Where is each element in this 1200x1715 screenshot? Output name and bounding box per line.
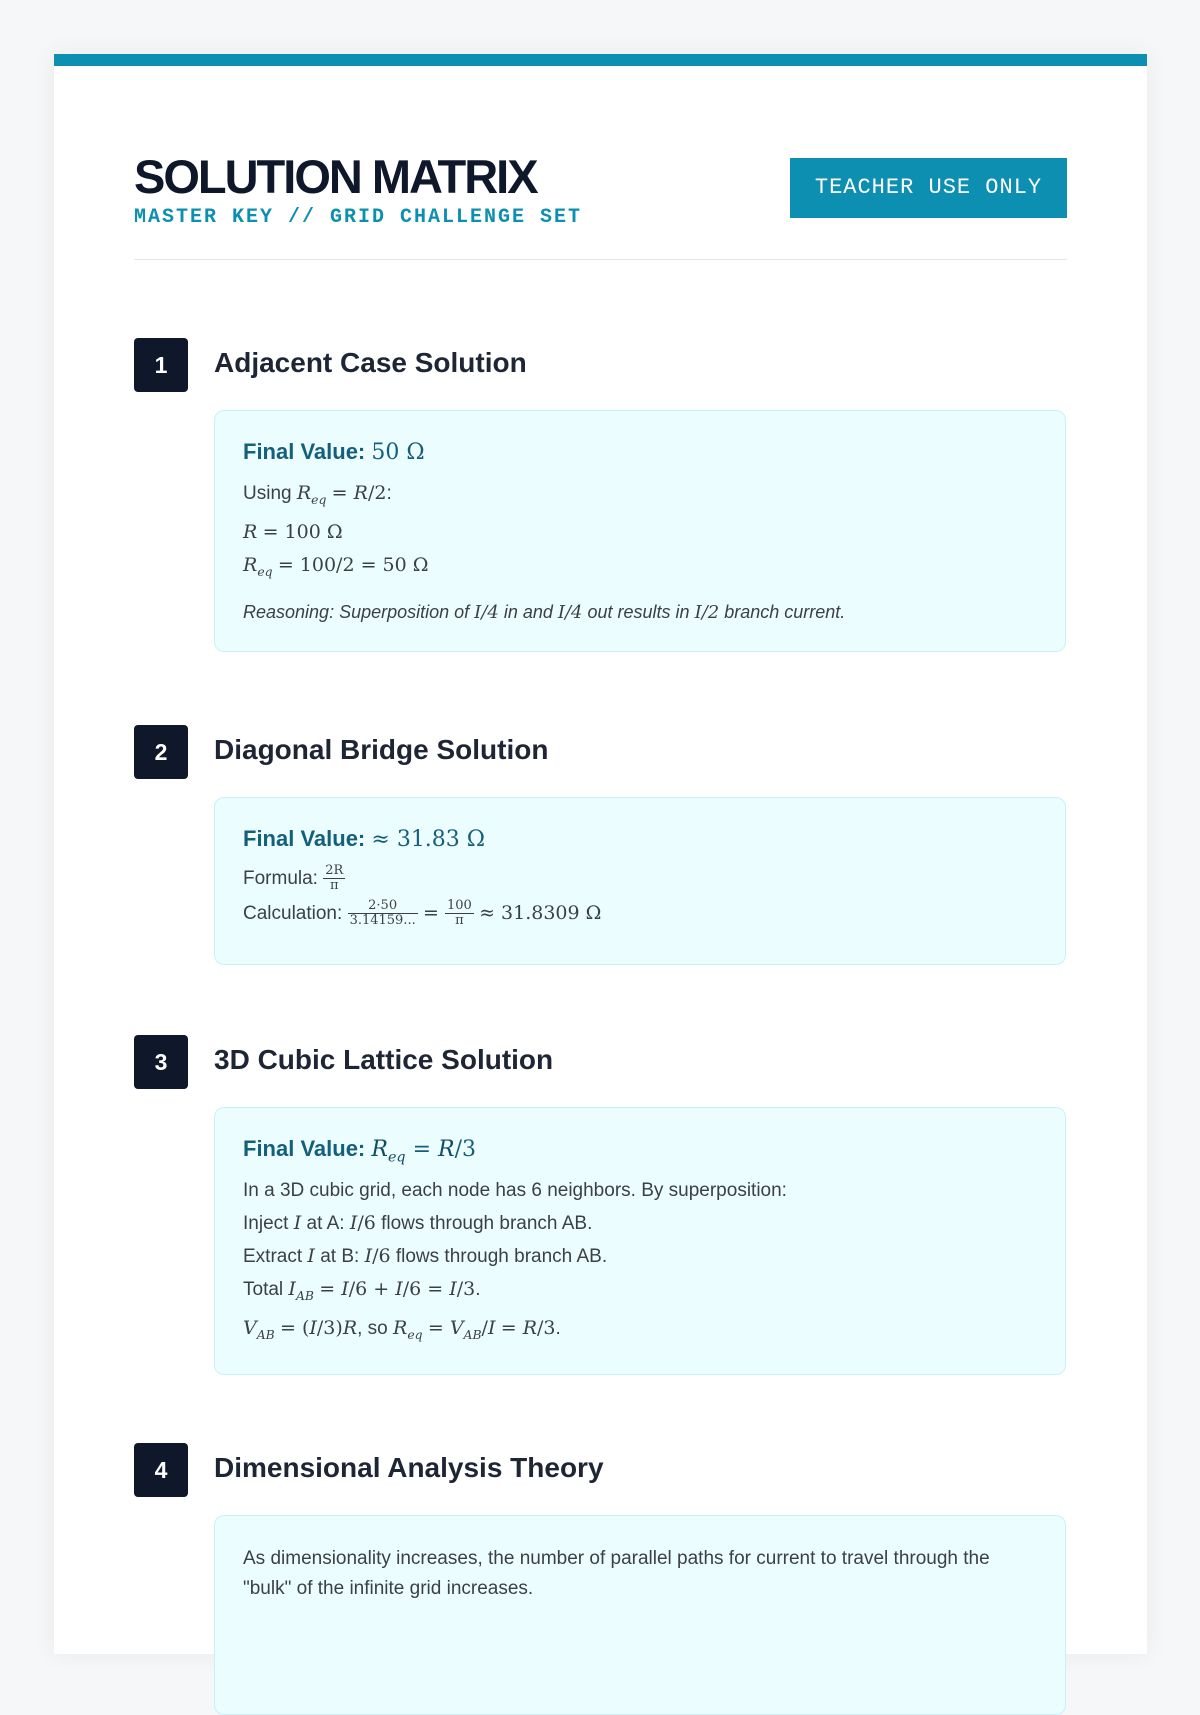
page-subtitle: MASTER KEY // GRID CHALLENGE SET xyxy=(134,206,583,229)
work-line: Using $R_{eq} = R/2$: xyxy=(243,482,392,507)
solution-card xyxy=(214,1107,1066,1375)
formula-line xyxy=(243,862,1037,896)
work-line: In a 3D cubic grid, each node has 6 neighbors. By superposition: xyxy=(243,1180,787,1202)
final-value-row xyxy=(243,439,1037,465)
calc-result: ≈ 31.8309 Ω xyxy=(479,902,602,924)
section-number: 2 xyxy=(134,725,188,779)
working-lines xyxy=(243,1544,1037,1604)
work-line: Extract I at B: I/6 flows through branch AB. xyxy=(243,1245,608,1268)
section-title: Diagonal Bridge Solution xyxy=(214,734,549,765)
work-line: Inject I at A: I/6 flows through branch AB. xyxy=(243,1212,593,1235)
solution-card xyxy=(214,410,1066,652)
section-title: Dimensional Analysis Theory xyxy=(214,1452,604,1483)
working-lines xyxy=(243,477,1037,588)
calc-fraction: $\frac{2\cdot 50}{3.14159...}$ xyxy=(349,898,416,929)
final-value-row xyxy=(243,826,1037,852)
calculation-label: Calculation: xyxy=(243,903,343,924)
answer-key-sheet xyxy=(54,54,1147,1654)
final-value: $R_{eq} = R/3$ xyxy=(371,1137,477,1166)
section-title: 3D Cubic Lattice Solution xyxy=(214,1044,554,1075)
section-title: Adjacent Case Solution xyxy=(214,347,527,378)
section-number: 3 xyxy=(134,1035,188,1089)
work-line: Total $I_{AB} = I/6 + I/6 = I/3$. xyxy=(243,1278,481,1304)
page-title: SOLUTION MATRIX xyxy=(134,150,537,203)
final-label: Final Value: xyxy=(243,439,366,464)
final-label: Final Value: xyxy=(243,826,366,851)
final-label: Final Value: xyxy=(243,1136,366,1161)
work-line: $R_{eq} = 100/2 = 50$ Ω xyxy=(243,553,429,579)
work-line: R = 100 Ω xyxy=(243,520,343,543)
calculation-line: Calculation: $\frac{2\cdot 50}{3.14159...}$ = $\frac{100}{\pi}$ ≈ 31.8309 Ω xyxy=(243,898,602,929)
teacher-use-badge: TEACHER USE ONLY xyxy=(790,158,1067,218)
solution-card xyxy=(214,1515,1066,1715)
page-header xyxy=(134,66,1067,260)
section-number: 1 xyxy=(134,338,188,392)
section-number: 4 xyxy=(134,1443,188,1497)
working-lines xyxy=(243,1175,1037,1351)
reasoning-note: Reasoning: Superposition of I/4 in and I/4 out results in I/2 branch current. xyxy=(243,601,846,623)
formula-fraction: $\frac{2R}{\pi}$ xyxy=(325,863,344,894)
accent-top-bar xyxy=(54,54,1147,66)
calc-fraction: $\frac{100}{\pi}$ xyxy=(446,898,472,929)
solution-card xyxy=(214,797,1066,965)
title-block xyxy=(134,150,583,229)
work-line: As dimensionality increases, the number of parallel paths for current to travel through the xyxy=(243,1548,990,1569)
work-line: "bulk" of the infinite grid increases. xyxy=(243,1578,534,1599)
final-value: ≈ 31.83 Ω xyxy=(371,827,486,852)
final-value: 50 Ω xyxy=(371,440,425,465)
formula-label: Formula: xyxy=(243,868,318,889)
work-line: $V_{AB} = (I/3)R$, so $R_{eq} = V_{AB}/I = R/3$. xyxy=(243,1317,561,1342)
final-value-row xyxy=(243,1136,1037,1165)
